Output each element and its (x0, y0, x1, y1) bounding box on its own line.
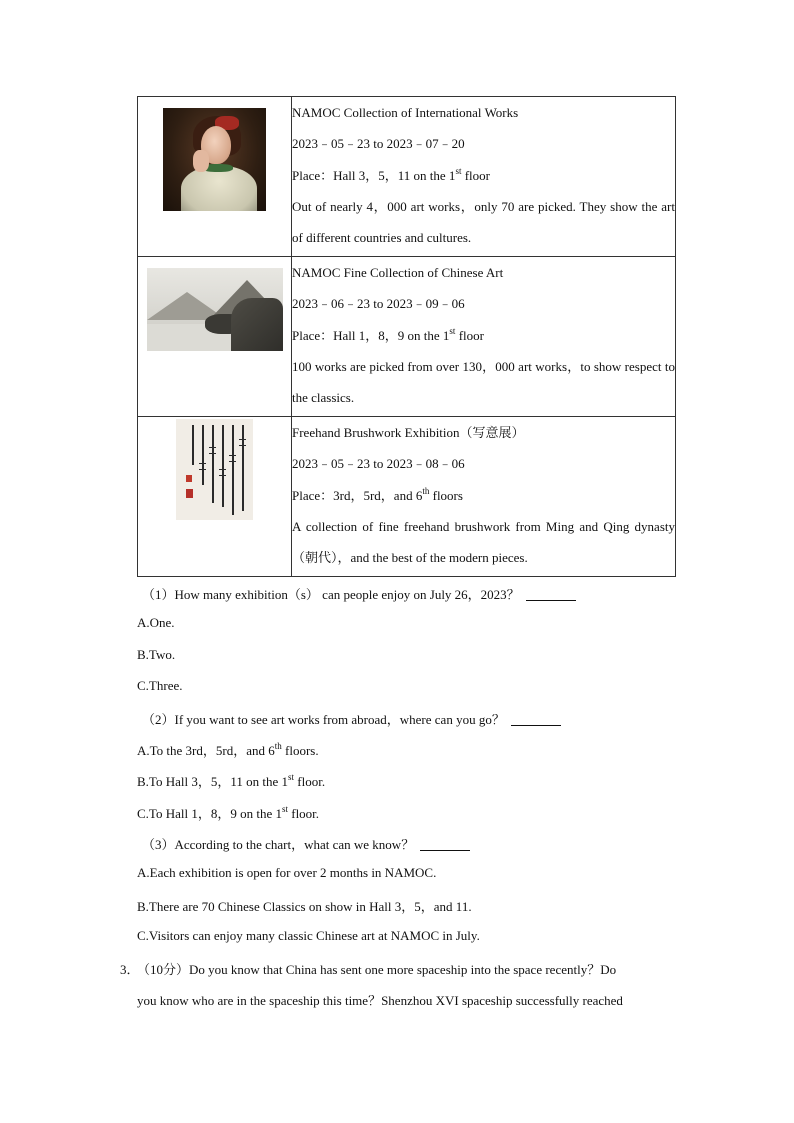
image-cell (138, 257, 292, 417)
exhibition-place: Place：Hall 1，8，9 on the 1st floor (292, 325, 484, 343)
portrait-painting-image (163, 108, 266, 211)
image-cell (138, 417, 292, 577)
option-2a[interactable]: A.To the 3rd，5rd，and 6th floors. (137, 741, 319, 758)
option-2b[interactable]: B.To Hall 3，5，11 on the 1st floor. (137, 772, 326, 789)
answer-blank[interactable] (526, 588, 576, 601)
option-3c[interactable]: C.Visitors can enjoy many classic Chinese art at NAMOC in July. (137, 928, 480, 943)
exhibition-place: Place：3rd，5rd，and 6th floors (292, 485, 463, 503)
exhibition-title: Freehand Brushwork Exhibition（写意展） (292, 425, 525, 440)
option-3b[interactable]: B.There are 70 Chinese Classics on show in Hall 3，5，and 11. (137, 899, 472, 914)
answer-blank[interactable] (420, 838, 470, 851)
exhibition-description: Out of nearly 4，000 art works，only 70 are picked. They show the art of different countries and cultures. (292, 198, 675, 246)
landscape-painting-image (147, 268, 283, 351)
exhibition-info (292, 417, 676, 577)
passage-line-2: you know who are in the spaceship this time？Shenzhou XVI spaceship successfully reached (137, 993, 623, 1008)
exhibition-dates: 2023﹣05﹣23 to 2023﹣07﹣20 (292, 136, 465, 152)
option-3a[interactable]: A.Each exhibition is open for over 2 months in NAMOC. (137, 865, 437, 880)
exhibition-row (138, 97, 676, 257)
question-2: （2）If you want to see art works from abroad，where can you go？ (142, 709, 561, 728)
exhibition-description: A collection of fine freehand brushwork from Ming and Qing dynasty（朝代），and the best of the modern pieces. (292, 518, 675, 566)
exhibition-info (292, 97, 676, 257)
option-1c[interactable]: C.Three. (137, 678, 183, 693)
exhibition-title: NAMOC Collection of International Works (292, 105, 519, 120)
question-number: 3． (120, 962, 140, 977)
exhibition-table (137, 96, 676, 577)
exhibition-dates: 2023﹣06﹣23 to 2023﹣09﹣06 (292, 296, 465, 312)
question-3: （3）According to the chart，what can we know？ (142, 834, 470, 853)
exhibition-description: 100 works are picked from over 130，000 art works，to show respect to the classics. (292, 358, 675, 406)
option-1b[interactable]: B.Two. (137, 647, 176, 662)
exhibition-info (292, 257, 676, 417)
exhibition-row (138, 417, 676, 577)
exhibition-title: NAMOC Fine Collection of Chinese Art (292, 265, 504, 280)
option-2c[interactable]: C.To Hall 1，8，9 on the 1st floor. (137, 804, 320, 821)
image-cell (138, 97, 292, 257)
passage-line-1: 3．（10分）Do you know that China has sent one more spaceship into the space recently？Do (120, 959, 616, 978)
exhibition-place: Place：Hall 3，5，11 on the 1st floor (292, 165, 490, 183)
answer-blank[interactable] (511, 713, 561, 726)
calligraphy-image (176, 419, 253, 520)
exhibition-dates: 2023﹣05﹣23 to 2023﹣08﹣06 (292, 456, 465, 472)
question-1: （1）How many exhibition（s） can people enjoy on July 26，2023？ (142, 584, 576, 603)
exhibition-row (138, 257, 676, 417)
option-1a[interactable]: A.One. (137, 615, 175, 630)
